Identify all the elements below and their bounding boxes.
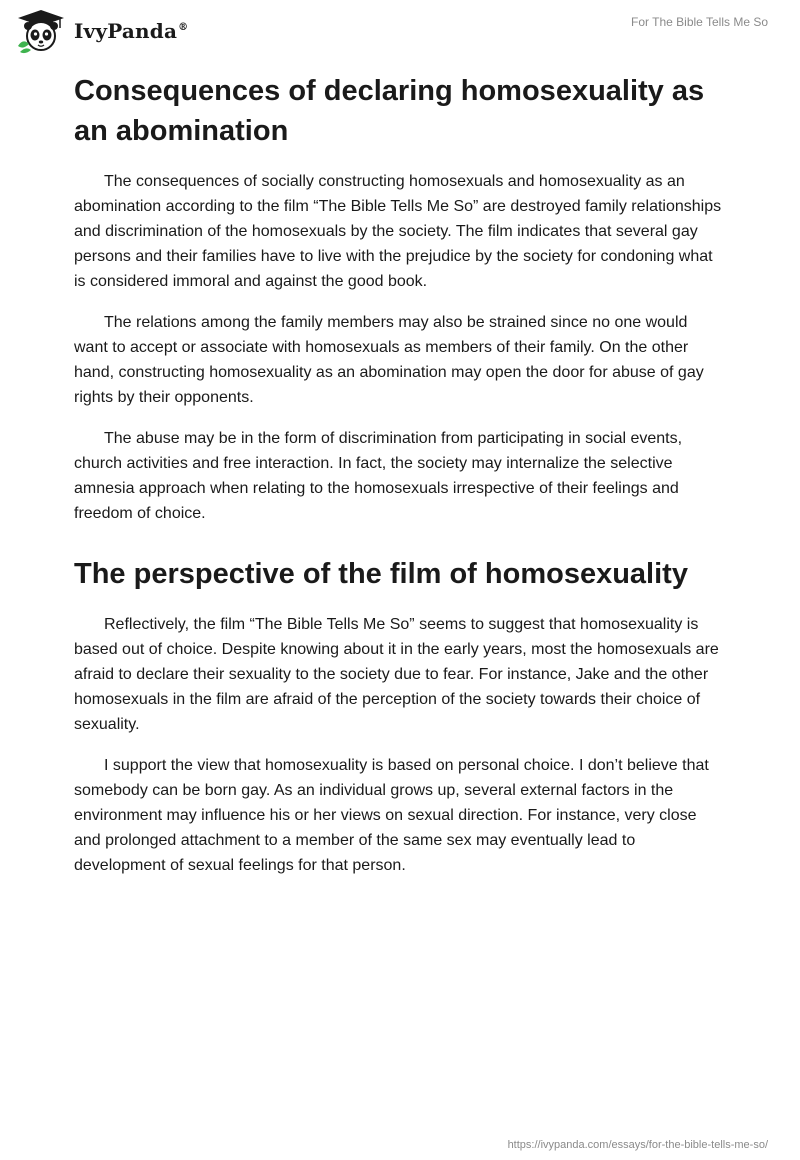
section-heading: Consequences of declaring homosexuality as an abomination — [74, 75, 705, 147]
registered-mark: ® — [178, 22, 189, 34]
page-header — [0, 0, 800, 60]
panda-graduate-logo-icon — [14, 8, 68, 54]
paragraph: The abuse may be in the form of discrimination from participating in social events, church activities and free interaction. In fact, the society may internalize the selective amnesia approach when relating to the homosexuals irrespective of their feelings and freedom of choice. — [74, 430, 683, 522]
ivypanda-logo[interactable] — [14, 8, 188, 54]
document-title: For The Bible Tells Me So — [631, 15, 768, 29]
paragraph: Reflectively, the film “The Bible Tells Me So” seems to suggest that homosexuality is based out of choice. Despite knowing about it in the early years, most the homosexuals are afraid to declare their sexuality to the society due to fear. For instance, Jake and the other homosexuals in the film are afraid of the perception of the society towards their choice of sexuality. — [74, 616, 719, 733]
section-heading: The perspective of the film of homosexuality — [74, 558, 688, 590]
brand-name: IvyPanda® — [74, 19, 189, 43]
paragraph: The relations among the family members may also be strained since no one would want to accept or associate with homosexuals as members of their family. On the other hand, constructing homosexuality as an abomination may open the door for abuse of gay rights by their opponents. — [74, 314, 704, 406]
essay-content — [74, 70, 724, 878]
source-url-link[interactable]: https://ivypanda.com/essays/for-the-bible-tells-me-so/ — [507, 1139, 768, 1151]
paragraph: The consequences of socially constructing homosexuals and homosexuality as an abomination according to the film “The Bible Tells Me So” are destroyed family relationships and discrimination of the homosexuals by the society. The film indicates that several gay persons and their families have to live with the prejudice by the society for condoning what is considered immoral and against the good book. — [74, 173, 722, 290]
paragraph: I support the view that homosexuality is based on personal choice. I don’t believe that somebody can be born gay. As an individual grows up, several external factors in the environment may influence his or her views on sexual direction. For instance, very close and prolonged attachment to a member of the same sex may eventually lead to development of sexual feelings for that person. — [74, 757, 709, 874]
